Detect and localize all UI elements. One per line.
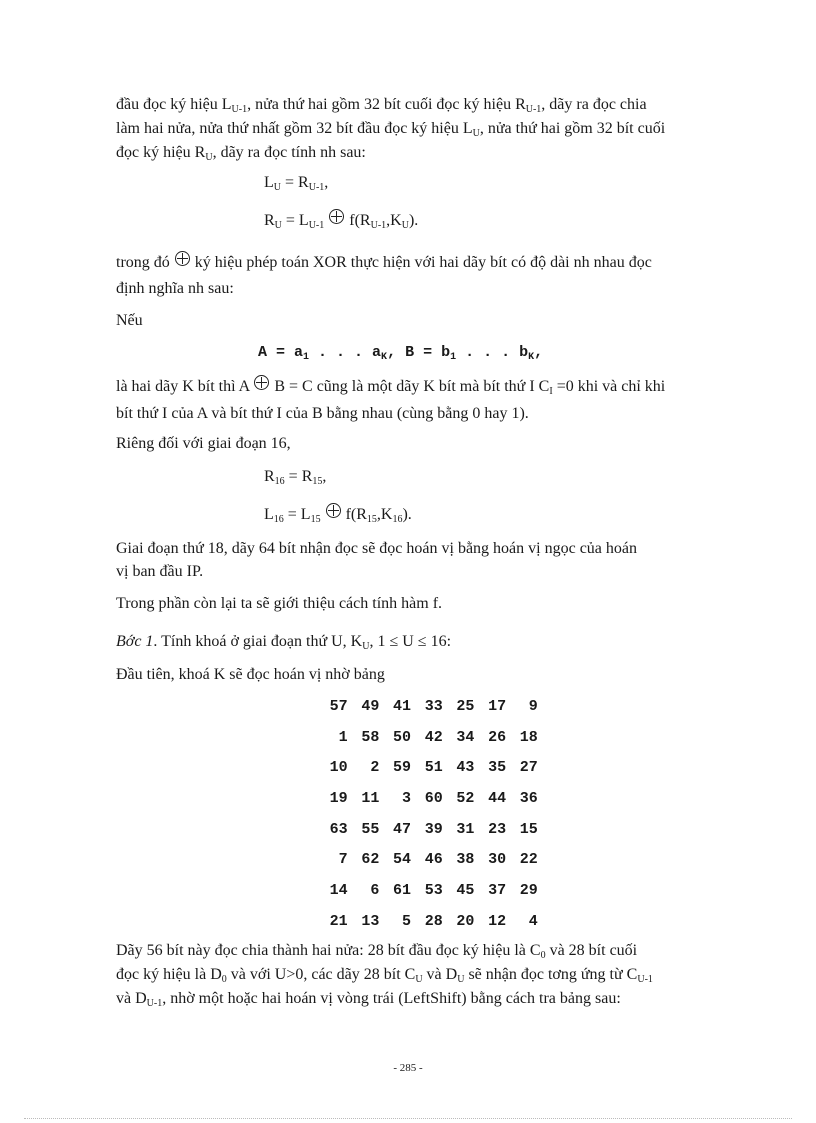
table-cell: 1	[338, 729, 348, 746]
xor-symbol-icon	[329, 209, 344, 224]
paragraph-line: bít thứ I của A và bít thứ I của B bằng nhau (cùng bằng 0 hay 1).	[116, 405, 529, 422]
table-cell: 13	[361, 913, 380, 930]
table-cell: 15	[519, 821, 538, 838]
table-row	[316, 697, 538, 719]
xor-symbol-icon	[326, 503, 341, 518]
table-cell: 33	[424, 698, 443, 715]
table-cell: 4	[528, 913, 538, 930]
formula-ab: $A = a_1$ . . . $a_K$, $B = b_1$ . . . $b_K$,	[258, 344, 544, 363]
table-row	[316, 728, 538, 750]
table-cell: 45	[456, 882, 475, 899]
table-cell: 34	[456, 729, 475, 746]
table-cell: 27	[519, 759, 538, 776]
page-number: - 285 -	[393, 1062, 423, 1074]
table-cell: 19	[329, 790, 348, 807]
table-cell: 38	[456, 851, 475, 868]
table-cell: 9	[528, 698, 538, 715]
table-row	[316, 820, 538, 842]
table-cell: 50	[393, 729, 412, 746]
page-bottom-divider	[24, 1118, 792, 1119]
paragraph-line: là hai dãy K bít thì A B = C cũng là một dãy K bít mà bít thứ I $C_I =0$ khi và chỉ khi	[116, 375, 665, 403]
xor-symbol-icon	[254, 375, 269, 390]
table-cell: 26	[488, 729, 507, 746]
table-cell: 49	[361, 698, 380, 715]
table-row	[316, 881, 538, 903]
table-cell: 18	[519, 729, 538, 746]
table-cell: 22	[519, 851, 538, 868]
paragraph-line: đọc ký hiệu là $D_0$ và với U>0, các dãy 28 bít $C_U$ và $D_U$ sẽ nhận đọc tơng ứng từ $C_{U-1}$	[116, 966, 653, 985]
table-cell: 29	[519, 882, 538, 899]
table-cell: 21	[329, 913, 348, 930]
table-cell: 43	[456, 759, 475, 776]
table-cell: 30	[488, 851, 507, 868]
table-cell: 36	[519, 790, 538, 807]
table-cell: 39	[424, 821, 443, 838]
table-cell: 41	[393, 698, 412, 715]
table-cell: 12	[488, 913, 507, 930]
table-cell: 52	[456, 790, 475, 807]
formula-ru: $R_U = L_{U-1}$ $f(R_{U-1},K_U)$.	[264, 209, 418, 237]
table-cell: 6	[370, 882, 380, 899]
paragraph-line: Nếu	[116, 312, 143, 329]
formula-l16: $L_{16} = L_{15}$ $f(R_{15},K_{16})$.	[264, 503, 412, 531]
table-row	[316, 789, 538, 811]
table-cell: 11	[361, 790, 380, 807]
table-cell: 5	[402, 913, 412, 930]
table-cell: 35	[488, 759, 507, 776]
table-cell: 10	[329, 759, 348, 776]
table-row	[316, 850, 538, 872]
table-cell: 17	[488, 698, 507, 715]
table-cell: 2	[370, 759, 380, 776]
paragraph-line: trong đó ký hiệu phép toán XOR thực hiện với hai dãy bít có độ dài nh nhau đọc	[116, 251, 652, 274]
table-row	[316, 912, 538, 934]
table-cell: 55	[361, 821, 380, 838]
paragraph-line: Đầu tiên, khoá K sẽ đọc hoán vị nhờ bảng	[116, 666, 385, 683]
paragraph-line: Giai đoạn thứ 18, dãy 64 bít nhận đọc sẽ đọc hoán vị bằng hoán vị ngọc của hoán	[116, 540, 637, 557]
table-cell: 14	[329, 882, 348, 899]
table-cell: 37	[488, 882, 507, 899]
table-cell: 58	[361, 729, 380, 746]
paragraph-line: làm hai nửa, nửa thứ nhất gồm 32 bít đầu đọc ký hiệu $L_U$, nửa thứ hai gồm 32 bít cuối	[116, 120, 666, 139]
table-cell: 53	[424, 882, 443, 899]
table-cell: 42	[424, 729, 443, 746]
step-heading: Bớc 1. Tính khoá ở giai đoạn thứ U, $K_U$, 1 ≤ U ≤ 16:	[116, 633, 452, 652]
table-cell: 47	[393, 821, 412, 838]
table-cell: 54	[393, 851, 412, 868]
table-cell: 60	[424, 790, 443, 807]
table-cell: 51	[424, 759, 443, 776]
table-row	[316, 758, 538, 780]
table-cell: 61	[393, 882, 412, 899]
table-cell: 59	[393, 759, 412, 776]
paragraph-line: và $D_{U-1}$, nhờ một hoặc hai hoán vị vòng trái (LeftShift) bằng cách tra bảng sau:	[116, 990, 621, 1009]
table-cell: 7	[338, 851, 348, 868]
table-cell: 46	[424, 851, 443, 868]
table-cell: 23	[488, 821, 507, 838]
table-cell: 62	[361, 851, 380, 868]
paragraph-line: Riêng đối với giai đoạn 16,	[116, 435, 291, 452]
table-cell: 57	[329, 698, 348, 715]
paragraph-line: vị ban đầu IP.	[116, 563, 204, 580]
paragraph-line: đầu đọc ký hiệu $L_{U-1}$, nửa thứ hai gồm 32 bít cuối đọc ký hiệu $R_{U-1}$, dãy ra đọc chia	[116, 96, 647, 115]
paragraph-line: định nghĩa nh sau:	[116, 280, 234, 297]
table-cell: 44	[488, 790, 507, 807]
table-cell: 63	[329, 821, 348, 838]
xor-symbol-icon	[175, 251, 190, 266]
paragraph-line: Dãy 56 bít này đọc chia thành hai nửa: 28 bít đầu đọc ký hiệu là $C_0$ và 28 bít cuối	[116, 942, 638, 961]
table-cell: 25	[456, 698, 475, 715]
table-cell: 3	[402, 790, 412, 807]
table-cell: 28	[424, 913, 443, 930]
paragraph-line: Trong phần còn lại ta sẽ giới thiệu cách tính hàm f.	[116, 595, 443, 612]
paragraph-line: đọc ký hiệu $R_U$, dãy ra đọc tính nh sau:	[116, 144, 366, 163]
formula-r16: $R_{16} = R_{15}$,	[264, 468, 327, 487]
formula-lu: $L_U = R_{U-1}$,	[264, 174, 329, 193]
table-cell: 31	[456, 821, 475, 838]
table-cell: 20	[456, 913, 475, 930]
